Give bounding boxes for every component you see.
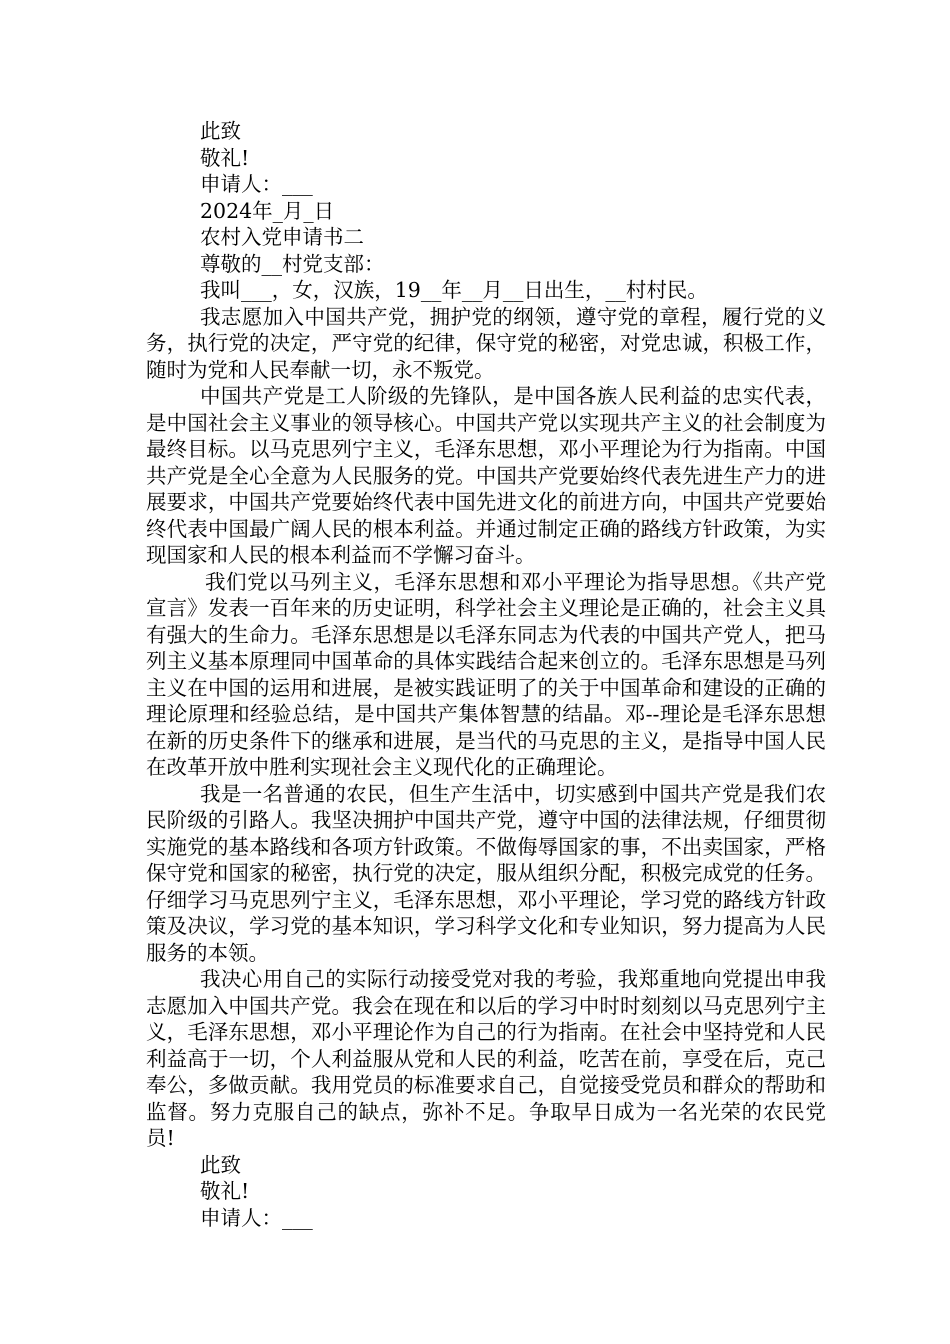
date-line: 2024年_月_日 bbox=[200, 198, 335, 223]
closing-regards: 敬礼! bbox=[200, 145, 250, 170]
greeting: 尊敬的__村党支部： bbox=[200, 251, 385, 276]
intro-line: 我叫___，女，汉族，19__年__月__日出生，__村村民。 bbox=[200, 278, 708, 302]
paragraph-5: 我决心用自己的实际行动接受党对我的考验，我郑重地向党提出申我志愿加入中国共产党。我会在现在和以后的学习中时时刻刻以马克思列宁主义，毛泽东思想，邓小平理论作为自己的行为指南。在社会中坚持党和人民利益高于一切，个人利益服从党和人民的利益，吃苦在前，享受在后，克己奉公，多做贡献。我用党员的标准要求自己，自觉接受党员和群众的帮助和监督。努力克服自己的缺点，弥补不足。争取早日成为一名光荣的农民党员! bbox=[146, 967, 826, 1150]
applicant-line-bottom: 申请人：___ bbox=[200, 1205, 313, 1230]
applicant-line: 申请人：___ bbox=[200, 172, 313, 196]
paragraph-2: 中国共产党是工人阶级的先锋队，是中国各族人民利益的忠实代表，是中国社会主义事业的领导核心。中国共产党以实现共产主义的社会制度为最终目标。以马克思列宁主义，毛泽东思想，邓小平理论为行为指南。中国共产党是全心全意为人民服务的党。中国共产党要始终代表先进生产力的进展要求，中国共产党要始终代表中国先进文化的前进方向，中国共产党要始终代表中国最广阔人民的根本利益。并通过制定正确的路线方针政策，为实现国家和人民的根本利益而不学懈习奋斗。 bbox=[146, 384, 826, 567]
closing-regards-bottom: 敬礼! bbox=[200, 1179, 250, 1203]
document-title: 农村入党申请书二 bbox=[200, 225, 364, 249]
closing-salute: 此致 bbox=[200, 119, 241, 143]
paragraph-1: 我志愿加入中国共产党，拥护党的纲领，遵守党的章程，履行党的义务，执行党的决定，严守党的纪律，保守党的秘密，对党忠诚，积极工作，随时为党和人民奉献一切，永不叛党。 bbox=[146, 304, 826, 382]
document-page bbox=[146, 118, 826, 1231]
paragraph-3: 我们党以马列主义，毛泽东思想和邓小平理论为指导思想。《共产党宣言》发表一百年来的历史证明，科学社会主义理论是正确的，社会主义具有强大的生命力。毛泽东思想是以毛泽东同志为代表的中国共产党人，把马列主义基本原理同中国革命的具体实践结合起来创立的。毛泽东思想是马列主义在中国的运用和进展，是被实践证明了的关于中国革命和建设的正确的理论原理和经验总结，是中国共产集体智慧的结晶。邓--理论是毛泽东思想在新的历史条件下的继承和进展，是当代的马克思的主义，是指导中国人民在改革开放中胜利实现社会主义现代化的正确理论。 bbox=[146, 569, 826, 779]
paragraph-4: 我是一名普通的农民，但生产生活中，切实感到中国共产党是我们农民阶级的引路人。我坚决拥护中国共产党，遵守中国的法律法规，仔细贯彻实施党的基本路线和各项方针政策。不做侮辱国家的事，不出卖国家，严格保守党和国家的秘密，执行党的决定，服从组织分配，积极完成党的任务。仔细学习马克思列宁主义，毛泽东思想，邓小平理论，学习党的路线方针政策及决议，学习党的基本知识，学习科学文化和专业知识，努力提高为人民服务的本领。 bbox=[146, 781, 826, 965]
closing-salute-bottom: 此致 bbox=[200, 1152, 241, 1177]
